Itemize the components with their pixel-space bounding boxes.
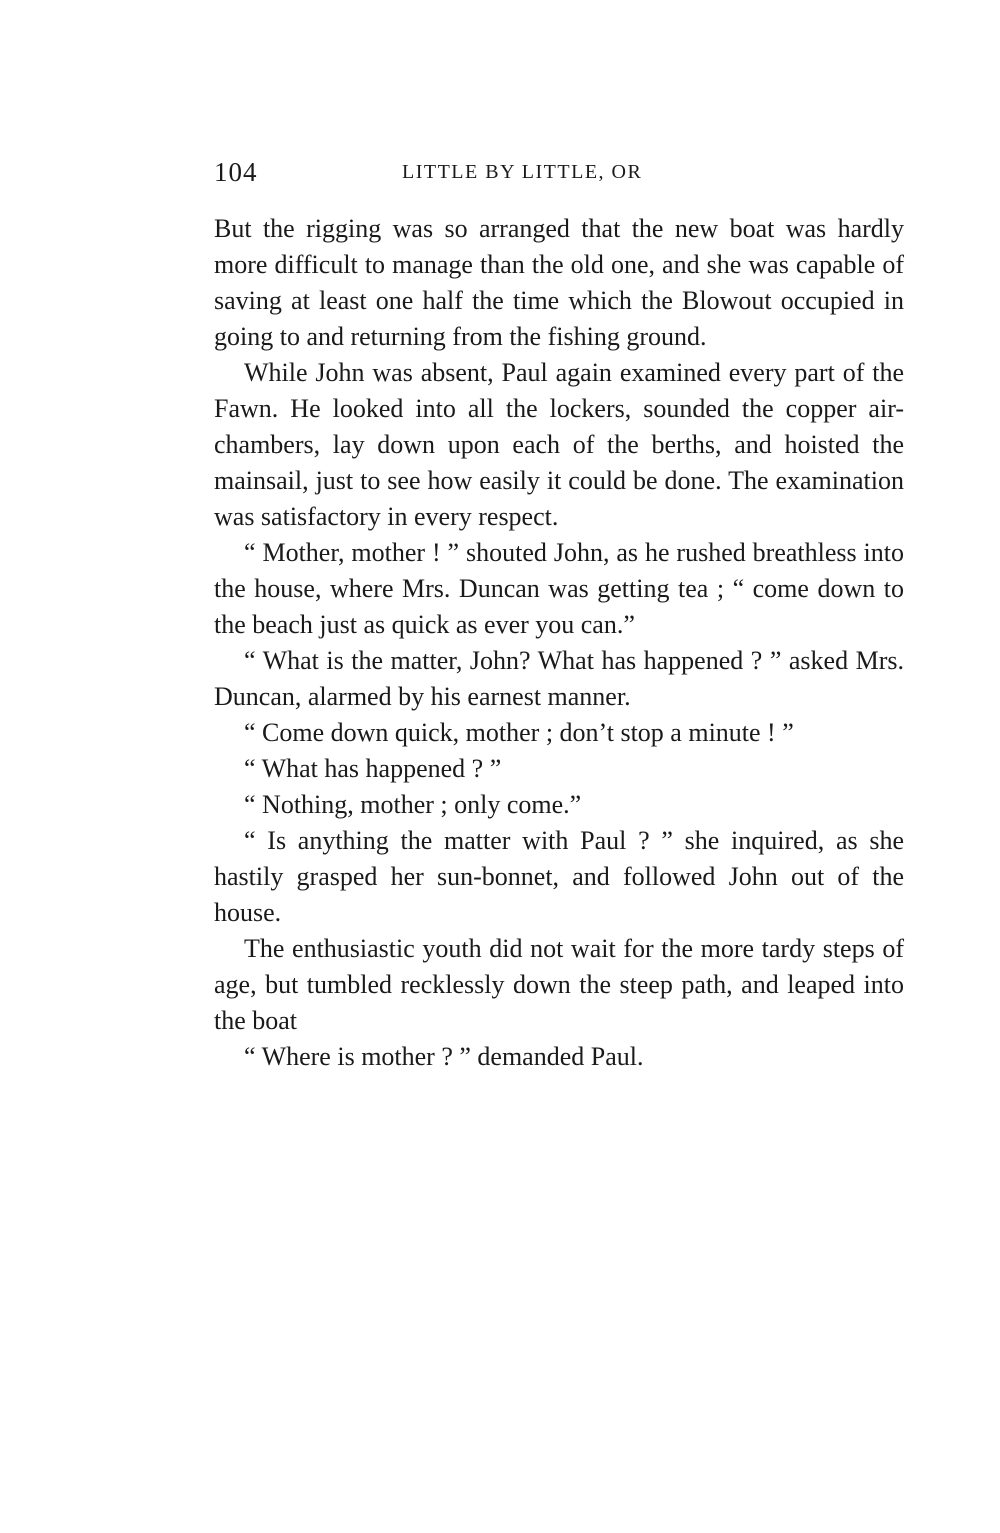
paragraph: “ Where is mother ? ” demanded Paul. [244,1042,644,1071]
page-number: 104 [214,157,258,187]
running-title: LITTLE BY LITTLE, OR [402,161,643,183]
paragraph: The enthusiastic youth did not wait for the more tardy steps of age, but tumbled recklessly down the steep path, and leaped into the boat [214,934,904,1035]
paragraph: “ Mother, mother ! ” shouted John, as he rushed breathless into the house, where Mrs. Duncan was getting tea ; “ come down to the beach just as quick as ever you can.” [214,538,904,639]
paragraph: “ Nothing, mother ; only come.” [244,790,582,819]
paragraph: While John was absent, Paul again examined every part of the Fawn. He looked into all the lockers, sounded the copper air-chambers, lay down upon each of the berths, and hoisted the mainsail, just to see how easily it could be done. The examination was satisfactory in every respect. [214,358,904,531]
paragraph: “ Is anything the matter with Paul ? ” she inquired, as she hastily grasped her sun-bonnet, and followed John out of the house. [214,826,904,927]
running-head [214,157,904,191]
paragraph: “ What is the matter, John? What has happened ? ” asked Mrs. Duncan, alarmed by his earnest manner. [214,646,904,711]
paragraph: But the rigging was so arranged that the new boat was hardly more difficult to manage than the old one, and she was capable of saving at least one half the time which the Blowout occupied in going to and returning from the fishing ground. [214,214,904,351]
body-text [214,211,904,1075]
paragraph: “ Come down quick, mother ; don’t stop a minute ! ” [244,718,794,747]
paragraph: “ What has happened ? ” [244,754,502,783]
